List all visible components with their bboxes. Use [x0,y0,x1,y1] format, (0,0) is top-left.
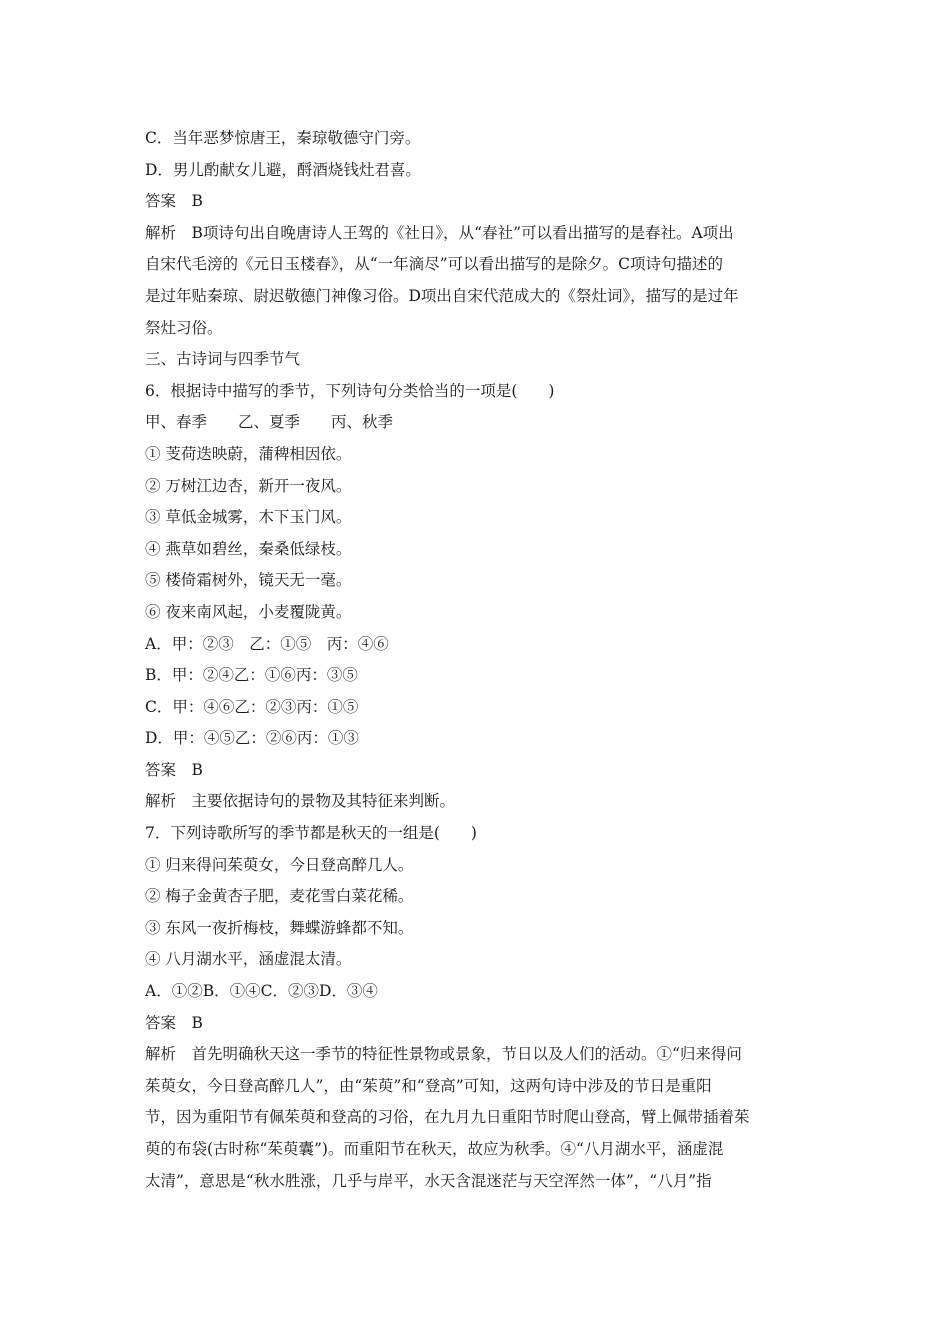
poem-line: ③ 草低金城雾，木下玉门风。 [145,508,352,527]
analysis-line: 解析 B项诗句出自晚唐诗人王驾的《社日》，从“春社”可以看出描写的是春社。A项出 [145,223,734,242]
question-7-stem: 7．下列诗歌所写的季节都是秋天的一组是( ) [145,824,477,843]
document-page [145,123,810,1197]
analysis-line: 茱萸女，今日登高醉几人”，由“茱萸”和“登高”可知，这两句诗中涉及的节日是重阳 [145,1076,712,1095]
poem-line: ④ 八月湖水平，涵虚混太清。 [145,950,352,969]
option-b-line: B．甲：②④乙：①⑥丙：③⑤ [145,666,358,685]
answer-line: 答案 B [145,1013,203,1032]
option-d-line: D．甲：④⑤乙：②⑥丙：①③ [145,729,359,748]
poem-line: ① 归来得问茱萸女，今日登高醉几人。 [145,855,414,874]
answer-line: 答案 B [145,760,203,779]
analysis-line: 是过年贴秦琼、尉迟敬德门神像习俗。D项出自宋代范成大的《祭灶词》，描写的是过年 [145,286,739,305]
option-a-line: A．甲：②③ 乙：①⑤ 丙：④⑥ [145,634,389,653]
analysis-line: 自宋代毛滂的《元日玉楼春》，从“一年滴尽”可以看出描写的是除夕。C项诗句描述的 [145,255,723,274]
poem-line: ④ 燕草如碧丝，秦桑低绿枝。 [145,539,352,558]
option-c-line: C．甲：④⑥乙：②③丙：①⑤ [145,697,359,716]
section-heading: 三、古诗词与四季节气 [145,350,301,369]
poem-line: ② 梅子金黄杏子肥，麦花雪白菜花稀。 [145,887,414,906]
option-c-line: C．当年恶梦惊唐王，秦琼敬德守门旁。 [145,129,421,147]
option-d-line: D．男儿酌献女儿避，酹酒烧钱灶君喜。 [145,160,421,179]
analysis-line: 祭灶习俗。 [145,318,223,337]
analysis-line: 解析 首先明确秋天这一季节的特征性景物或景象，节日以及人们的活动。①“归来得问 [145,1045,742,1064]
question-6-stem: 6．根据诗中描写的季节，下列诗句分类恰当的一项是( ) [145,381,555,400]
analysis-line: 萸的布袋(古时称“茱萸囊”)。而重阳节在秋天，故应为秋季。④“八月湖水平，涵虚混 [145,1140,724,1158]
poem-line: ① 芰荷迭映蔚，蒲稗相因依。 [145,444,352,463]
poem-line: ⑥ 夜来南风起，小麦覆陇黄。 [145,602,352,621]
poem-line: ② 万树江边杏，新开一夜风。 [145,476,352,495]
analysis-line: 太清”，意思是“秋水胜涨，几乎与岸平，水天含混迷茫与天空浑然一体”，“八月”指 [145,1171,712,1190]
answer-line: 答案 B [145,192,203,211]
options-line: A．①②B．①④C．②③D．③④ [145,982,378,1001]
season-categories: 甲、春季 乙、夏季 丙、秋季 [145,413,394,432]
poem-line: ③ 东风一夜折梅枝，舞蝶游蜂都不知。 [145,918,414,937]
poem-line: ⑤ 楼倚霜树外，镜天无一毫。 [145,571,352,590]
analysis-line: 节，因为重阳节有佩茱萸和登高的习俗，在九月九日重阳节时爬山登高，臂上佩带插着茱 [145,1108,750,1127]
analysis-line: 解析 主要依据诗句的景物及其特征来判断。 [145,792,456,811]
